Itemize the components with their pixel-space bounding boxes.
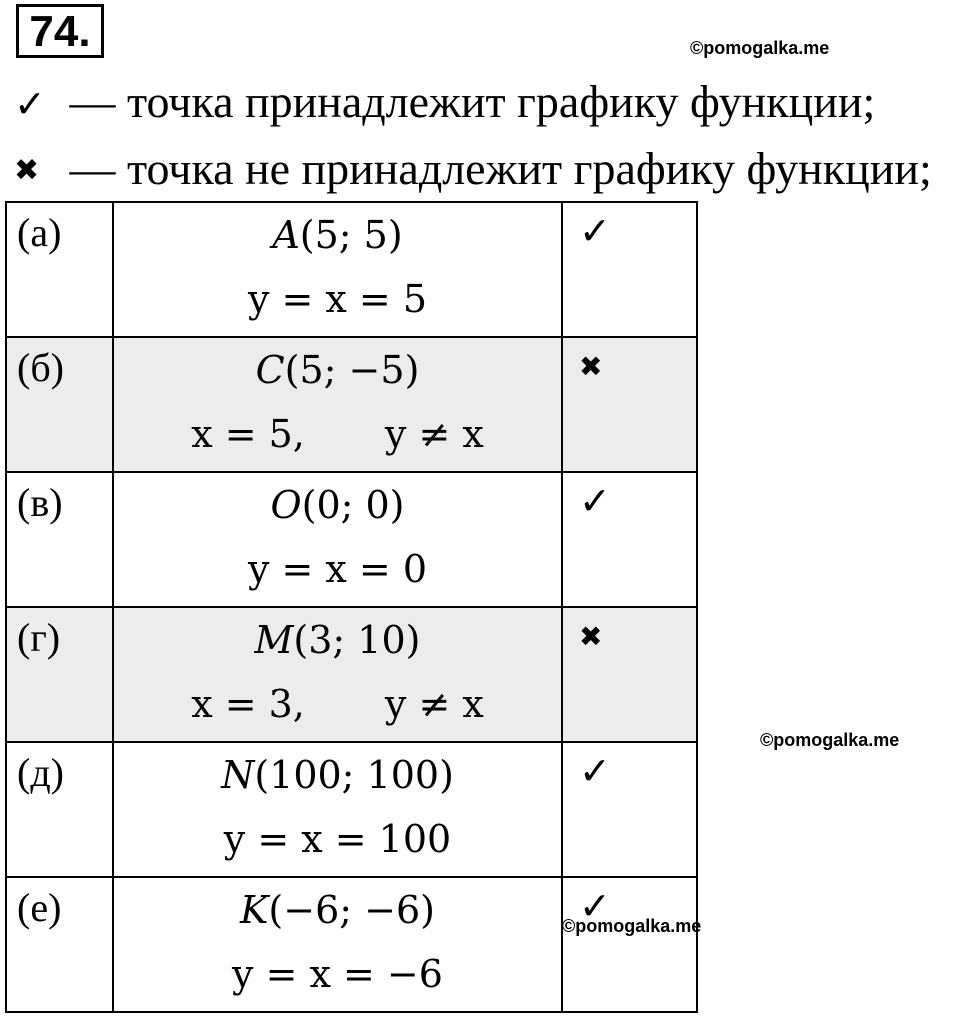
mark-cell — [562, 742, 697, 877]
point-name: O — [270, 483, 302, 527]
mark-cell — [562, 202, 697, 337]
table-row — [6, 742, 697, 877]
legend-not-belongs-text: — точка не принадлежит графику функции; — [69, 143, 932, 194]
row-label: (г) — [6, 607, 113, 742]
point-cell — [113, 877, 562, 1012]
reason-left: x = 3, — [191, 682, 305, 726]
legend-belongs-text: — точка принадлежит графику функции; — [69, 76, 876, 127]
check-icon: ✓ — [14, 82, 46, 126]
cross-icon: ✖ — [579, 350, 603, 383]
check-icon: ✓ — [579, 209, 611, 253]
point-coords: (5; 5) — [299, 213, 403, 257]
reason — [114, 402, 561, 466]
reason: y = x = 5 — [247, 277, 428, 321]
reason: y = x = −6 — [232, 952, 443, 996]
table-row — [6, 202, 697, 337]
reason-right: y ≠ x — [384, 412, 484, 456]
point-cell — [113, 337, 562, 472]
table-row — [6, 607, 697, 742]
check-icon: ✓ — [579, 479, 611, 523]
problem-number: 74. — [16, 4, 104, 58]
watermark: ©pomogalka.me — [562, 916, 702, 936]
point-name: C — [255, 348, 285, 392]
watermark: ©pomogalka.me — [690, 38, 830, 58]
point-coords: (100; 100) — [254, 753, 454, 797]
legend-belongs — [14, 72, 875, 132]
point-cell — [113, 607, 562, 742]
check-icon: ✓ — [579, 884, 611, 928]
check-icon: ✓ — [579, 749, 611, 793]
point-coords: (0; 0) — [301, 483, 405, 527]
point-cell — [113, 202, 562, 337]
point-name: M — [254, 618, 294, 662]
reason-right: y ≠ x — [384, 682, 484, 726]
table-row — [6, 472, 697, 607]
point — [114, 743, 561, 807]
table-row — [6, 337, 697, 472]
watermark: ©pomogalka.me — [760, 730, 900, 750]
mark-cell — [562, 877, 697, 1012]
row-label: (б) — [6, 337, 113, 472]
point — [114, 203, 561, 267]
point-coords: (3; 10) — [293, 618, 421, 662]
point-cell — [113, 742, 562, 877]
point-cell — [113, 472, 562, 607]
reason-left: x = 5, — [191, 412, 305, 456]
point — [114, 473, 561, 537]
point-name: N — [221, 753, 255, 797]
cross-icon: ✖ — [579, 620, 603, 653]
mark-cell — [562, 607, 697, 742]
row-label: (в) — [6, 472, 113, 607]
row-label: (е) — [6, 877, 113, 1012]
row-label: (д) — [6, 742, 113, 877]
reason: y = x = 100 — [223, 817, 452, 861]
row-label: (а) — [6, 202, 113, 337]
reason: y = x = 0 — [247, 547, 428, 591]
points-table — [5, 201, 698, 1013]
legend-not-belongs — [14, 139, 932, 199]
point-name: K — [240, 888, 269, 932]
point — [114, 878, 561, 942]
point-coords: (−6; −6) — [268, 888, 435, 932]
point-coords: (5; −5) — [284, 348, 420, 392]
point-name: A — [272, 213, 300, 257]
point — [114, 338, 561, 402]
point — [114, 608, 561, 672]
mark-cell — [562, 337, 697, 472]
cross-icon: ✖ — [14, 153, 40, 188]
table-row — [6, 877, 697, 1012]
mark-cell — [562, 472, 697, 607]
reason — [114, 672, 561, 736]
